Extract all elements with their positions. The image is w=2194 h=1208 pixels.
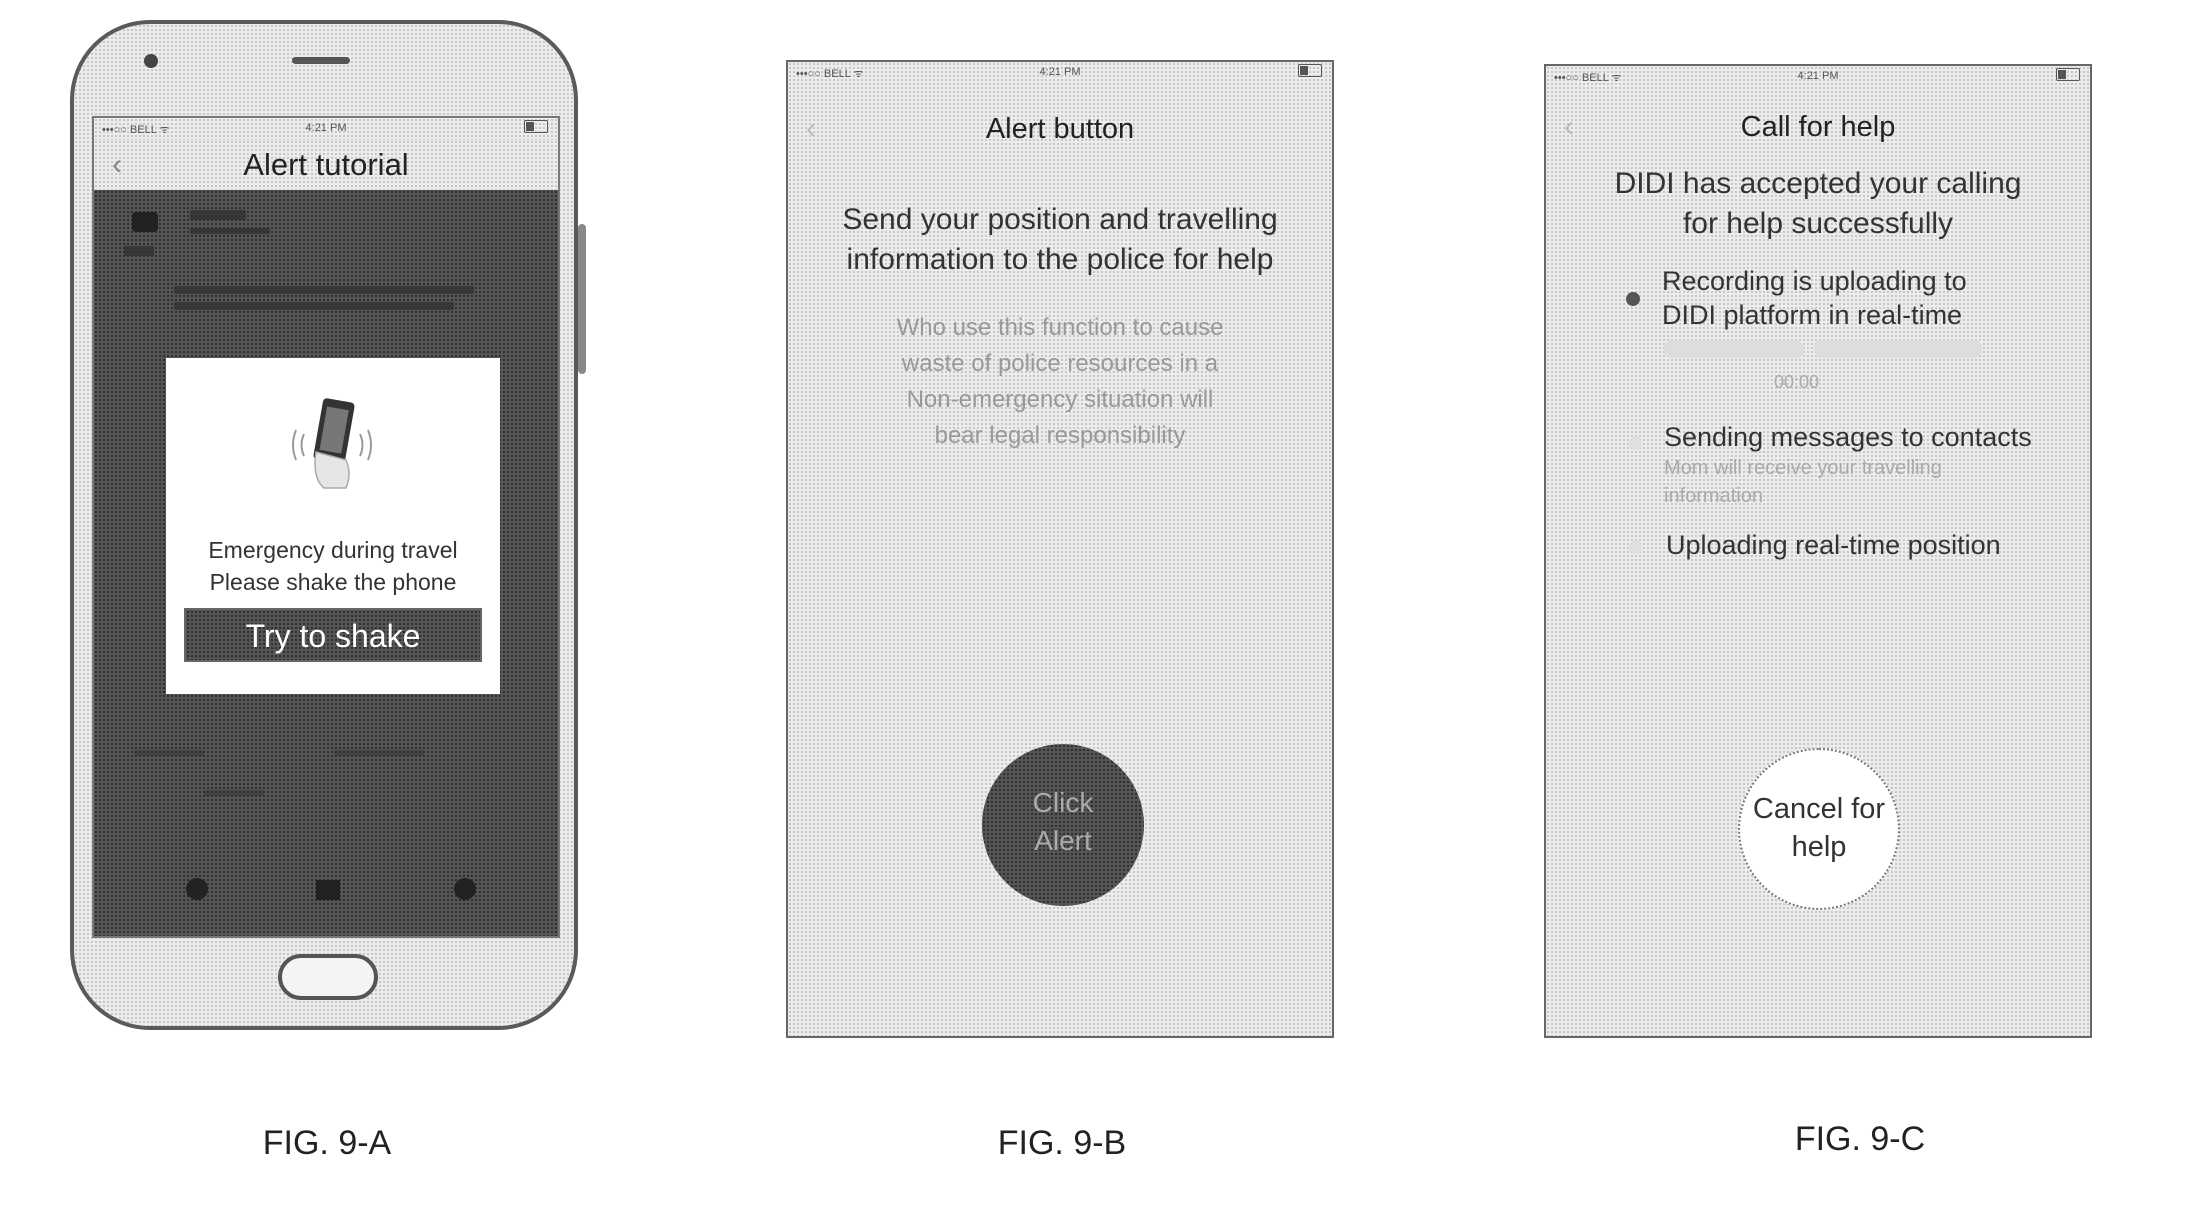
warning-line-3: Non-emergency situation will	[906, 386, 1214, 413]
audio-waveform	[1814, 340, 1982, 358]
dialog-line-1: Emergency during travel	[208, 537, 458, 563]
figure-caption-b: FIG. 9-B	[997, 1124, 1127, 1162]
click-alert-button[interactable]	[982, 744, 1144, 906]
warning-line-2: waste of police resources in a	[901, 350, 1219, 377]
carrier-label: •••○○ BELL ᯤ	[1554, 72, 1622, 84]
car-icon	[132, 212, 158, 232]
carrier-label: •••○○ BELL ᯤ	[102, 124, 170, 136]
blurred-text	[190, 228, 270, 234]
heading-line-1: Send your position and travelling	[842, 203, 1278, 236]
status-bar	[788, 62, 1332, 84]
blurred-text	[174, 286, 474, 294]
nav-bar	[1546, 102, 2090, 152]
phone-frame	[70, 20, 578, 1030]
status-bar	[94, 118, 558, 140]
blurred-text	[204, 790, 264, 796]
toolbar-icon[interactable]	[316, 880, 340, 900]
carrier-label: •••○○ BELL ᯤ	[796, 68, 864, 80]
back-chevron-icon[interactable]: ‹	[1564, 110, 1574, 143]
step-pending-dot-icon	[1628, 436, 1642, 450]
page-title: Call for help	[1740, 111, 1896, 143]
heading-line-2: for help successfully	[1682, 207, 1954, 240]
back-chevron-icon[interactable]: ‹	[806, 112, 816, 145]
blurred-text	[174, 302, 454, 310]
alert-line-1: Click	[1032, 787, 1094, 818]
cancel-line-1: Cancel for	[1752, 793, 1886, 825]
side-button[interactable]	[578, 224, 586, 374]
alert-button-screen	[786, 60, 1334, 1038]
back-chevron-icon[interactable]: ‹	[112, 148, 122, 181]
heading-line-1: DIDI has accepted your calling	[1614, 167, 2022, 200]
step-pending-dot-icon	[1628, 540, 1642, 554]
step-1-line-2: DIDI platform in real-time	[1662, 300, 1963, 330]
dialog-line-2: Please shake the phone	[209, 569, 457, 595]
shake-phone-icon	[286, 390, 378, 500]
audio-waveform	[1664, 340, 1804, 358]
step-2-sub-line-2: information	[1664, 485, 1763, 507]
nav-bar	[94, 140, 558, 190]
alert-line-2: Alert	[1034, 825, 1092, 856]
step-3-title: Uploading real-time position	[1666, 530, 2001, 560]
step-recording	[1662, 264, 1967, 332]
earpiece-speaker	[292, 57, 350, 64]
warning-line-1: Who use this function to cause	[896, 314, 1224, 341]
home-button[interactable]	[278, 954, 378, 1000]
cancel-for-help-button[interactable]	[1738, 748, 1900, 910]
battery-icon	[524, 120, 548, 133]
blurred-text	[124, 246, 154, 256]
step-2-sub-line-1: Mom will receive your travelling	[1664, 457, 1942, 479]
instruction-heading	[788, 200, 1332, 280]
step-2-title: Sending messages to contacts	[1664, 422, 2032, 452]
legal-warning	[788, 310, 1332, 454]
try-to-shake-button[interactable]: Try to shake	[184, 608, 482, 662]
step-messages	[1664, 420, 2032, 510]
toolbar-icon[interactable]	[186, 878, 208, 900]
dialog-message	[166, 534, 500, 598]
battery-icon	[2056, 68, 2080, 81]
page-title: Alert button	[985, 113, 1135, 145]
bottom-toolbar	[94, 872, 558, 912]
step-active-dot-icon	[1626, 292, 1640, 306]
page-title: Alert tutorial	[243, 147, 409, 182]
figure-caption-a: FIG. 9-A	[262, 1124, 392, 1162]
success-heading	[1546, 164, 2090, 244]
phone-screen	[92, 116, 560, 938]
figure-caption-c: FIG. 9-C	[1794, 1120, 1926, 1158]
recording-timer: 00:00	[1774, 372, 1820, 392]
call-for-help-screen	[1544, 64, 2092, 1038]
cancel-line-2: help	[1791, 831, 1847, 863]
blurred-text	[134, 750, 204, 756]
clock-label: 4:21 PM	[1039, 66, 1081, 78]
step-1-line-1: Recording is uploading to	[1662, 266, 1967, 296]
shake-tutorial-dialog	[166, 358, 500, 694]
battery-icon	[1298, 64, 1322, 77]
front-camera	[144, 54, 158, 68]
warning-line-4: bear legal responsibility	[934, 422, 1186, 449]
blurred-text	[334, 750, 424, 756]
clock-label: 4:21 PM	[305, 122, 347, 134]
status-bar	[1546, 66, 2090, 88]
toolbar-icon[interactable]	[454, 878, 476, 900]
dimmed-background	[94, 190, 558, 936]
blurred-text	[190, 210, 246, 220]
step-position	[1666, 528, 2001, 562]
nav-bar	[788, 104, 1332, 154]
clock-label: 4:21 PM	[1797, 70, 1839, 82]
heading-line-2: information to the police for help	[846, 243, 1274, 276]
